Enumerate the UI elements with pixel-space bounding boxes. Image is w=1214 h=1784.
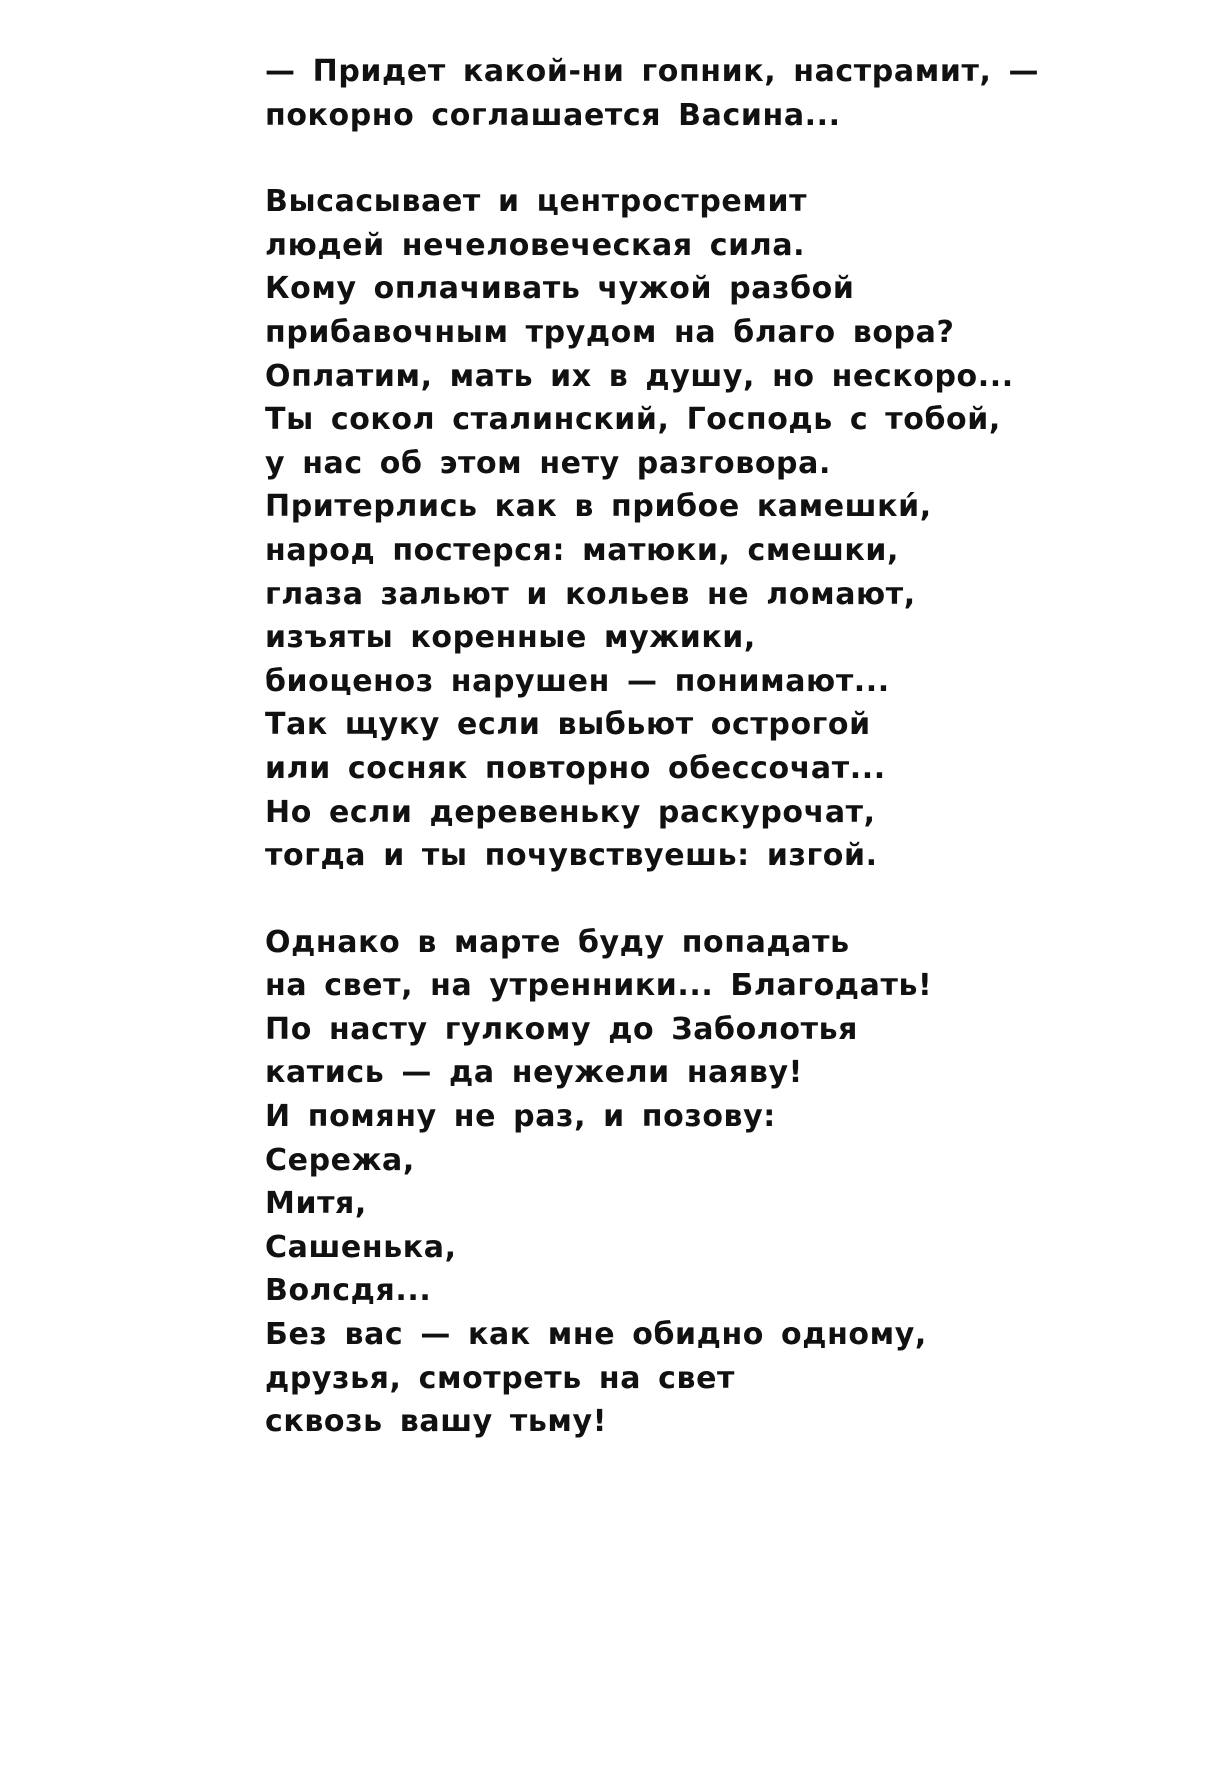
poem-line: По насту гулкому до Заболотья bbox=[265, 1011, 859, 1047]
poem-line: на свет, на утренники... Благодать! bbox=[265, 968, 933, 1004]
poem-line: Сашенька, bbox=[265, 1229, 457, 1265]
poem-line: Ты сокол сталинский, Господь с тобой, bbox=[265, 402, 1001, 438]
poem-line: катись — да неужели наяву! bbox=[265, 1055, 803, 1091]
poem-line: у нас об этом нету разговора. bbox=[265, 445, 831, 481]
poem-line: Так щуку если выбьют острогой bbox=[265, 707, 871, 743]
poem-line: Оплатим, мать их в душу, но нескоро... bbox=[265, 358, 1014, 394]
poem-line: И помяну не раз, и позову: bbox=[265, 1099, 776, 1135]
poem-line: Митя, bbox=[265, 1186, 367, 1222]
poem-line: Но если деревеньку раскурочат, bbox=[265, 794, 876, 830]
poem-line: Однако в марте буду попадать bbox=[265, 924, 850, 960]
poem-line: Сережа, bbox=[265, 1142, 415, 1178]
poem-line: сквозь вашу тьму! bbox=[265, 1404, 607, 1440]
poem-text bbox=[265, 50, 1085, 1444]
poem-line: Без вас — как мне обидно одному, bbox=[265, 1317, 927, 1353]
poem-line: покорно соглашается Васина... bbox=[265, 97, 841, 133]
poem-line: Волсдя... bbox=[265, 1273, 432, 1309]
poem-line: народ постерся: матюки, смешки, bbox=[265, 532, 899, 568]
poem-line: — Придет какой-ни гопник, настрамит, — bbox=[265, 54, 1040, 89]
poem-line: биоценоз нарушен — понимают... bbox=[265, 663, 890, 699]
poem-line: Кому оплачивать чужой разбой bbox=[265, 271, 855, 307]
poem-line: тогда и ты почувствуешь: изгой. bbox=[265, 838, 878, 874]
stanza-2 bbox=[265, 180, 1085, 878]
stanza-3 bbox=[265, 921, 1085, 1444]
poem-line: прибавочным трудом на благо вора? bbox=[265, 314, 955, 350]
poem-line: или сосняк повторно обессочат... bbox=[265, 750, 886, 786]
poem-line: Притерлись как в прибое камешки́, bbox=[265, 489, 932, 525]
poem-line: людей нечеловеческая сила. bbox=[265, 227, 806, 263]
poem-line: друзья, смотреть на свет bbox=[265, 1360, 736, 1396]
poem-line: глаза зальют и кольев не ломают, bbox=[265, 576, 916, 612]
poem-line: Высасывает и центростремит bbox=[265, 184, 808, 220]
stanza-1 bbox=[265, 50, 1085, 137]
poem-line: изъяты коренные мужики, bbox=[265, 620, 756, 656]
